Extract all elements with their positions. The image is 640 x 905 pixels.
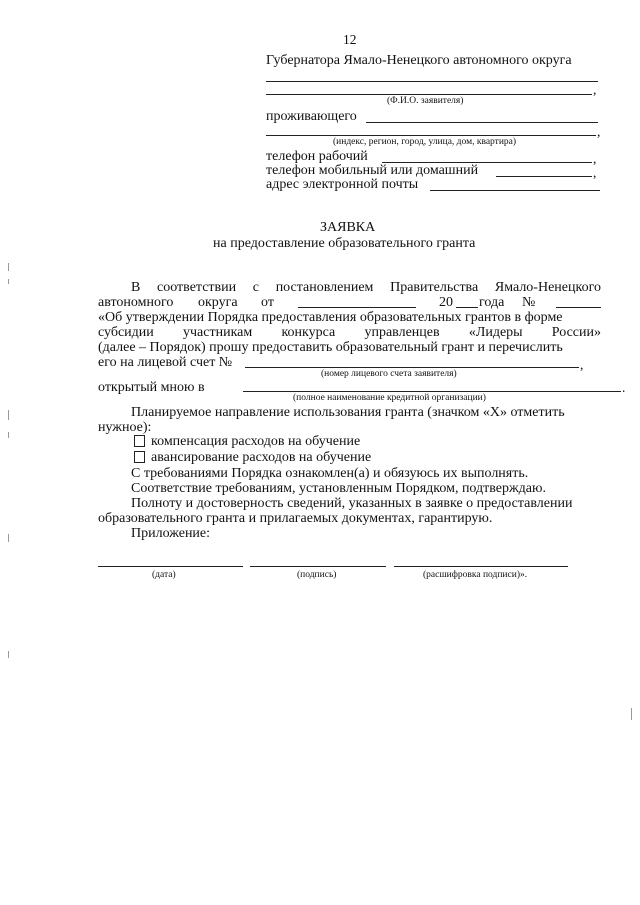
p1-word: постановлением (275, 280, 374, 295)
p1-line6: его на лицевой счет № (98, 355, 233, 370)
fio-comma: , (593, 82, 597, 97)
bank-caption: (полное наименование кредитной организации) (293, 393, 486, 403)
page-number: 12 (343, 32, 357, 47)
confirm-statement: Соответствие требованиям, установленным Порядком, подтверждаю. (131, 481, 546, 496)
p1-line3: «Об утверждении Порядка предоставления образовательных грантов в форме (98, 310, 563, 325)
scan-mark (631, 708, 632, 720)
date-sign-line (98, 566, 243, 567)
p1-word: Ямало-Ненецкого (494, 280, 601, 295)
email-line (430, 190, 600, 191)
p1-autonomous: автономного (98, 295, 174, 310)
fio-line-2 (266, 94, 592, 95)
guarantee-line1: Полноту и достоверность сведений, указанных в заявке о предоставлении (131, 496, 573, 511)
p1-line5: (далее – Порядок) прошу предоставить образовательный грант и перечислить (98, 340, 563, 355)
phone-mobile-line (496, 176, 592, 177)
p1-year-prefix: 20 (439, 295, 453, 310)
number-line (556, 307, 601, 308)
compensation-checkbox[interactable] (134, 435, 145, 447)
p1-word: управленцев (364, 325, 440, 340)
residing-label: проживающего (266, 109, 357, 124)
date-line (298, 307, 416, 308)
fio-line-1 (266, 81, 598, 82)
scan-mark (8, 432, 9, 438)
agree-statement: С требованиями Порядка ознакомлен(а) и обязуюсь их выполнять. (131, 466, 529, 481)
p1-word: «Лидеры (468, 325, 523, 340)
p1-word: России» (551, 325, 601, 340)
address-caption: (индекс, регион, город, улица, дом, квартира) (333, 137, 517, 147)
decode-line (394, 566, 568, 567)
p1-word: Правительства (390, 280, 479, 295)
option-compensation: компенсация расходов на обучение (151, 434, 361, 449)
scan-mark (8, 534, 9, 542)
scan-mark (8, 410, 9, 420)
doc-title: ЗАЯВКА (320, 220, 376, 235)
scan-mark (8, 651, 9, 658)
p1-word: с (252, 280, 260, 295)
phone-work-end: , (593, 151, 597, 166)
phone-mobile-end: , (593, 165, 597, 180)
address-line (266, 135, 596, 136)
direction-line2: нужное): (98, 420, 152, 435)
doc-subtitle: на предоставление образовательного гранта (213, 236, 476, 251)
opened-end: . (622, 380, 626, 395)
attachment-label: Приложение: (131, 526, 211, 541)
option-advance: авансирование расходов на обучение (151, 450, 372, 465)
phone-mobile-label: телефон мобильный или домашний (266, 163, 479, 178)
opened-label: открытый мною в (98, 380, 205, 395)
guarantee-line2: образовательного гранта и прилагаемых документах, гарантирую. (98, 511, 493, 526)
p1-okruga: округа (198, 295, 238, 310)
signature-line (250, 566, 386, 567)
address-comma: , (597, 124, 601, 139)
residing-line (366, 122, 598, 123)
p1-word: участникам (183, 325, 253, 340)
scan-mark (8, 263, 9, 271)
year-line (456, 307, 478, 308)
account-comma: , (580, 357, 584, 372)
p1-word: конкурса (281, 325, 336, 340)
p1-line1 (131, 280, 601, 296)
email-label: адрес электронной почты (266, 177, 419, 192)
scan-mark (8, 279, 9, 284)
account-caption: (номер лицевого счета заявителя) (321, 369, 457, 379)
direction-line1: Планируемое направление использования гранта (значком «Х» отметить (131, 405, 565, 420)
decode-caption: (расшифровка подписи)». (423, 570, 528, 580)
signature-caption: (подпись) (297, 570, 337, 580)
account-line (245, 367, 579, 368)
p1-line4 (98, 325, 601, 341)
advance-checkbox[interactable] (134, 451, 145, 463)
bank-line (243, 391, 621, 392)
p1-word: соответствии (157, 280, 237, 295)
date-caption: (дата) (152, 570, 176, 580)
recipient-governor: Губернатора Ямало-Ненецкого автономного округа (266, 53, 572, 68)
fio-caption: (Ф.И.О. заявителя) (387, 96, 464, 106)
p1-word: В (131, 280, 141, 295)
p1-number-sign: № (522, 295, 536, 310)
phone-work-label: телефон рабочий (266, 149, 368, 164)
p1-word: субсидии (98, 325, 154, 340)
p1-year-word: года (479, 295, 505, 310)
p1-ot: от (261, 295, 274, 310)
